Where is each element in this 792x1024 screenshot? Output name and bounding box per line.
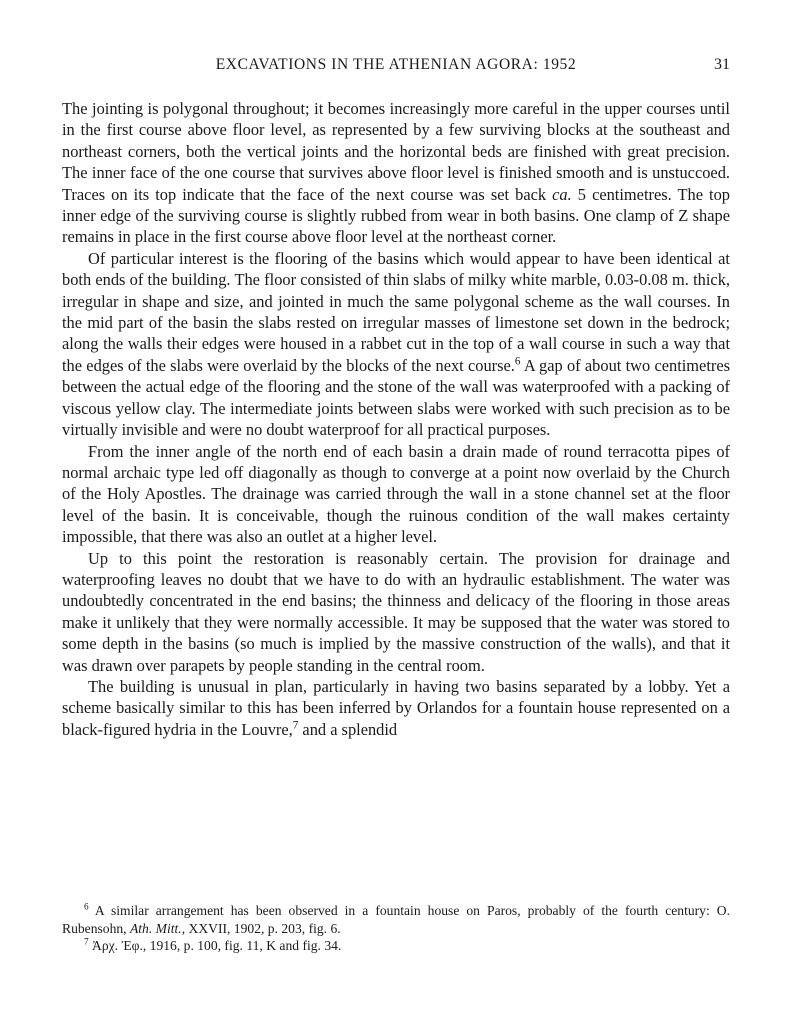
paragraph-3: From the inner angle of the north end of each basin a drain made of round terracotta pipes of normal archaic type led off diagonally as though to converge at a point now overlaid by the Church of the Holy Apostles. The drainage was carried through the wall in a stone channel set at the floor level of the basin. It is conceivable, though the ruinous condition of the wall makes certainty impossible, that there was also an outlet at a higher level. (62, 441, 730, 547)
footnote-6: $^6$ A similar arrangement has been observed in a fountain house on Paros, probably of the fourth century: O. Rubensohn, Ath. Mitt., XXVII, 1902, p. 203, fig. 6. (62, 901, 730, 936)
paragraph-4: Up to this point the restoration is reasonably certain. The provision for drainage and waterproofing leaves no doubt that we have to do with an hydraulic establishment. The water was undoubtedly concentrated in the end basins; the thinness and delicacy of the flooring in those areas make it unlikely that they were normally accessible. It may be supposed that the water was stored to some depth in the basins (so much is implied by the massive construction of the walls), and that it was drawn over parapets by people standing in the central room. (62, 548, 730, 675)
running-head (62, 56, 730, 76)
footnote-7: $^7$ Ἀρχ. Ἐφ., 1916, p. 100, fig. 11, K and fig. 34. (84, 936, 342, 953)
body-text (62, 98, 730, 740)
page-number: 31 (714, 56, 730, 73)
footnotes (62, 902, 730, 954)
paragraph-5: The building is unusual in plan, particularly in having two basins separated by a lobby. Yet a scheme basically similar to this has been inferred by Orlandos for a fountain house represented on a black-figured hydria in the Louvre,$^7$ and a splendid (62, 676, 730, 739)
page-title: EXCAVATIONS IN THE ATHENIAN AGORA: 1952 (215, 56, 577, 73)
paragraph-1: The jointing is polygonal throughout; it becomes increasingly more careful in the upper courses until in the first course above floor level, as represented by a few surviving blocks at the southeast and northeast corners, both the vertical joints and the horizontal beds are finished with great precision. The inner face of the one course that survives above floor level is finished smooth and is unstuccoed. Traces on its top indicate that the face of the next course was set back ca. 5 centimetres. The top inner edge of the surviving course is slightly rubbed from wear in both basins. One clamp of Z shape remains in place in the first course above floor level at the northeast corner. (62, 99, 730, 247)
paragraph-2: Of particular interest is the flooring of the basins which would appear to have been identical at both ends of the building. The floor consisted of thin slabs of milky white marble, 0.03-0.08 m. thick, irregular in shape and size, and jointed in much the same polygonal scheme as the wall courses. In the mid part of the basin the slabs rested on irregular masses of limestone set down in the bedrock; along the walls their edges were housed in a rabbet cut in the top of a wall course in such a way that the edges of the slabs were overlaid by the blocks of the next course.$^6$ A gap of about two centimetres between the actual edge of the flooring and the stone of the wall was waterproofed with a packing of viscous yellow clay. The intermediate joints between slabs were worked with such precision as to be virtually invisible and were no doubt waterproof for all practical purposes. (62, 248, 730, 440)
